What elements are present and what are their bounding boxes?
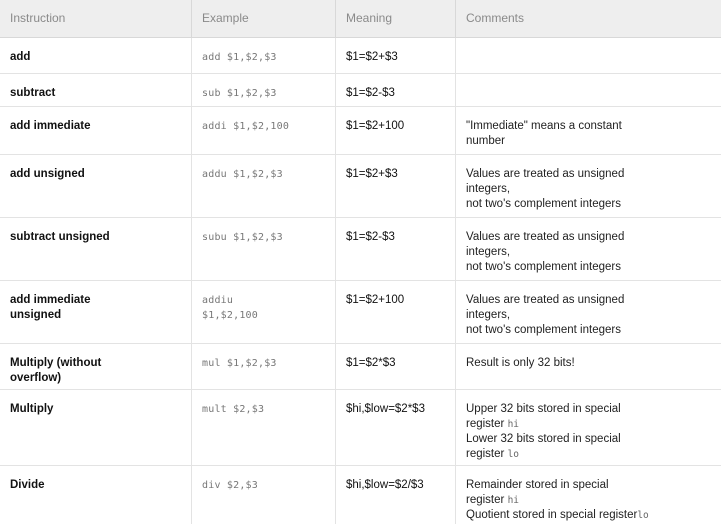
table-row	[0, 38, 721, 74]
comment-line	[466, 417, 713, 432]
meaning-cell: $hi,$low=$2/$3	[335, 466, 455, 524]
example-line: $1,$2,100	[202, 310, 258, 321]
register-name: hi	[507, 495, 520, 506]
example-cell: addu $1,$2,$3	[191, 155, 335, 217]
table-row	[0, 466, 721, 524]
meaning-cell: $1=$2-$3	[335, 74, 455, 106]
comment-line	[466, 508, 713, 523]
comment-line: not two's complement integers	[466, 324, 621, 336]
table-row	[0, 218, 721, 281]
instruction-cell: Multiply	[10, 403, 54, 415]
instruction-line: add immediate	[10, 294, 91, 306]
comment-line: Lower 32 bits stored in special	[466, 433, 621, 445]
table-row	[0, 390, 721, 466]
column-header-example: Example	[191, 0, 335, 37]
meaning-cell: $1=$2*$3	[335, 344, 455, 389]
comment-line: Values are treated as unsigned	[466, 231, 625, 243]
table-row	[0, 281, 721, 344]
comment-cell	[455, 107, 721, 154]
instruction-cell: Divide	[10, 479, 45, 491]
comment-cell	[455, 466, 721, 524]
meaning-cell: $1=$2+$3	[335, 38, 455, 73]
comment-line: "Immediate" means a constant	[466, 120, 622, 132]
example-cell: mul $1,$2,$3	[191, 344, 335, 389]
instruction-cell: subtract unsigned	[10, 231, 110, 243]
column-header-meaning: Meaning	[335, 0, 455, 37]
instruction-line: unsigned	[10, 309, 62, 321]
comment-line	[466, 447, 713, 462]
column-header-comments: Comments	[455, 0, 721, 37]
example-line: addiu	[202, 295, 234, 306]
meaning-cell: $1=$2-$3	[335, 218, 455, 280]
table-row	[0, 74, 721, 107]
example-cell: addi $1,$2,100	[191, 107, 335, 154]
comment-line: not two's complement integers	[466, 198, 621, 210]
comment-line: Values are treated as unsigned	[466, 294, 625, 306]
register-name: hi	[507, 419, 520, 430]
comment-line: Remainder stored in special	[466, 479, 609, 491]
table-row	[0, 344, 721, 390]
comment-cell	[455, 390, 721, 465]
example-cell: div $2,$3	[191, 466, 335, 524]
comment-line: integers,	[466, 246, 511, 258]
comment-cell	[455, 155, 721, 217]
instruction-cell	[0, 281, 191, 343]
comment-cell	[455, 38, 721, 73]
example-cell	[191, 281, 335, 343]
instruction-cell: add immediate	[10, 120, 91, 132]
table-header-row	[0, 0, 721, 38]
register-name: lo	[637, 510, 649, 521]
comment-text: Quotient stored in special register	[466, 509, 638, 521]
comment-line: Values are treated as unsigned	[466, 168, 625, 180]
comment-line: Upper 32 bits stored in special	[466, 403, 621, 415]
table-row	[0, 155, 721, 218]
instruction-cell: add unsigned	[10, 168, 85, 180]
column-header-instruction: Instruction	[10, 11, 66, 25]
comment-line: Result is only 32 bits!	[466, 357, 575, 369]
table-row	[0, 107, 721, 155]
comment-cell	[455, 74, 721, 106]
instruction-line: Multiply (without	[10, 357, 102, 369]
comment-line: number	[466, 135, 505, 147]
example-cell: sub $1,$2,$3	[191, 74, 335, 106]
example-cell: mult $2,$3	[191, 390, 335, 465]
meaning-cell: $1=$2+100	[335, 281, 455, 343]
comment-text: register	[466, 448, 505, 460]
comment-cell	[455, 281, 721, 343]
meaning-cell: $hi,$low=$2*$3	[335, 390, 455, 465]
comment-line	[466, 493, 713, 508]
meaning-cell: $1=$2+100	[335, 107, 455, 154]
comment-cell	[455, 344, 721, 389]
example-cell: add $1,$2,$3	[191, 38, 335, 73]
meaning-cell: $1=$2+$3	[335, 155, 455, 217]
comment-line: integers,	[466, 183, 511, 195]
comment-cell	[455, 218, 721, 280]
comment-text: register	[466, 418, 505, 430]
instruction-cell: add	[10, 51, 31, 63]
register-name: lo	[507, 449, 520, 460]
instruction-line: overflow)	[10, 372, 62, 384]
comment-line: not two's complement integers	[466, 261, 621, 273]
instruction-cell	[0, 344, 191, 389]
instruction-cell: subtract	[10, 87, 56, 99]
example-cell: subu $1,$2,$3	[191, 218, 335, 280]
comment-text: register	[466, 494, 505, 506]
comment-line: integers,	[466, 309, 511, 321]
